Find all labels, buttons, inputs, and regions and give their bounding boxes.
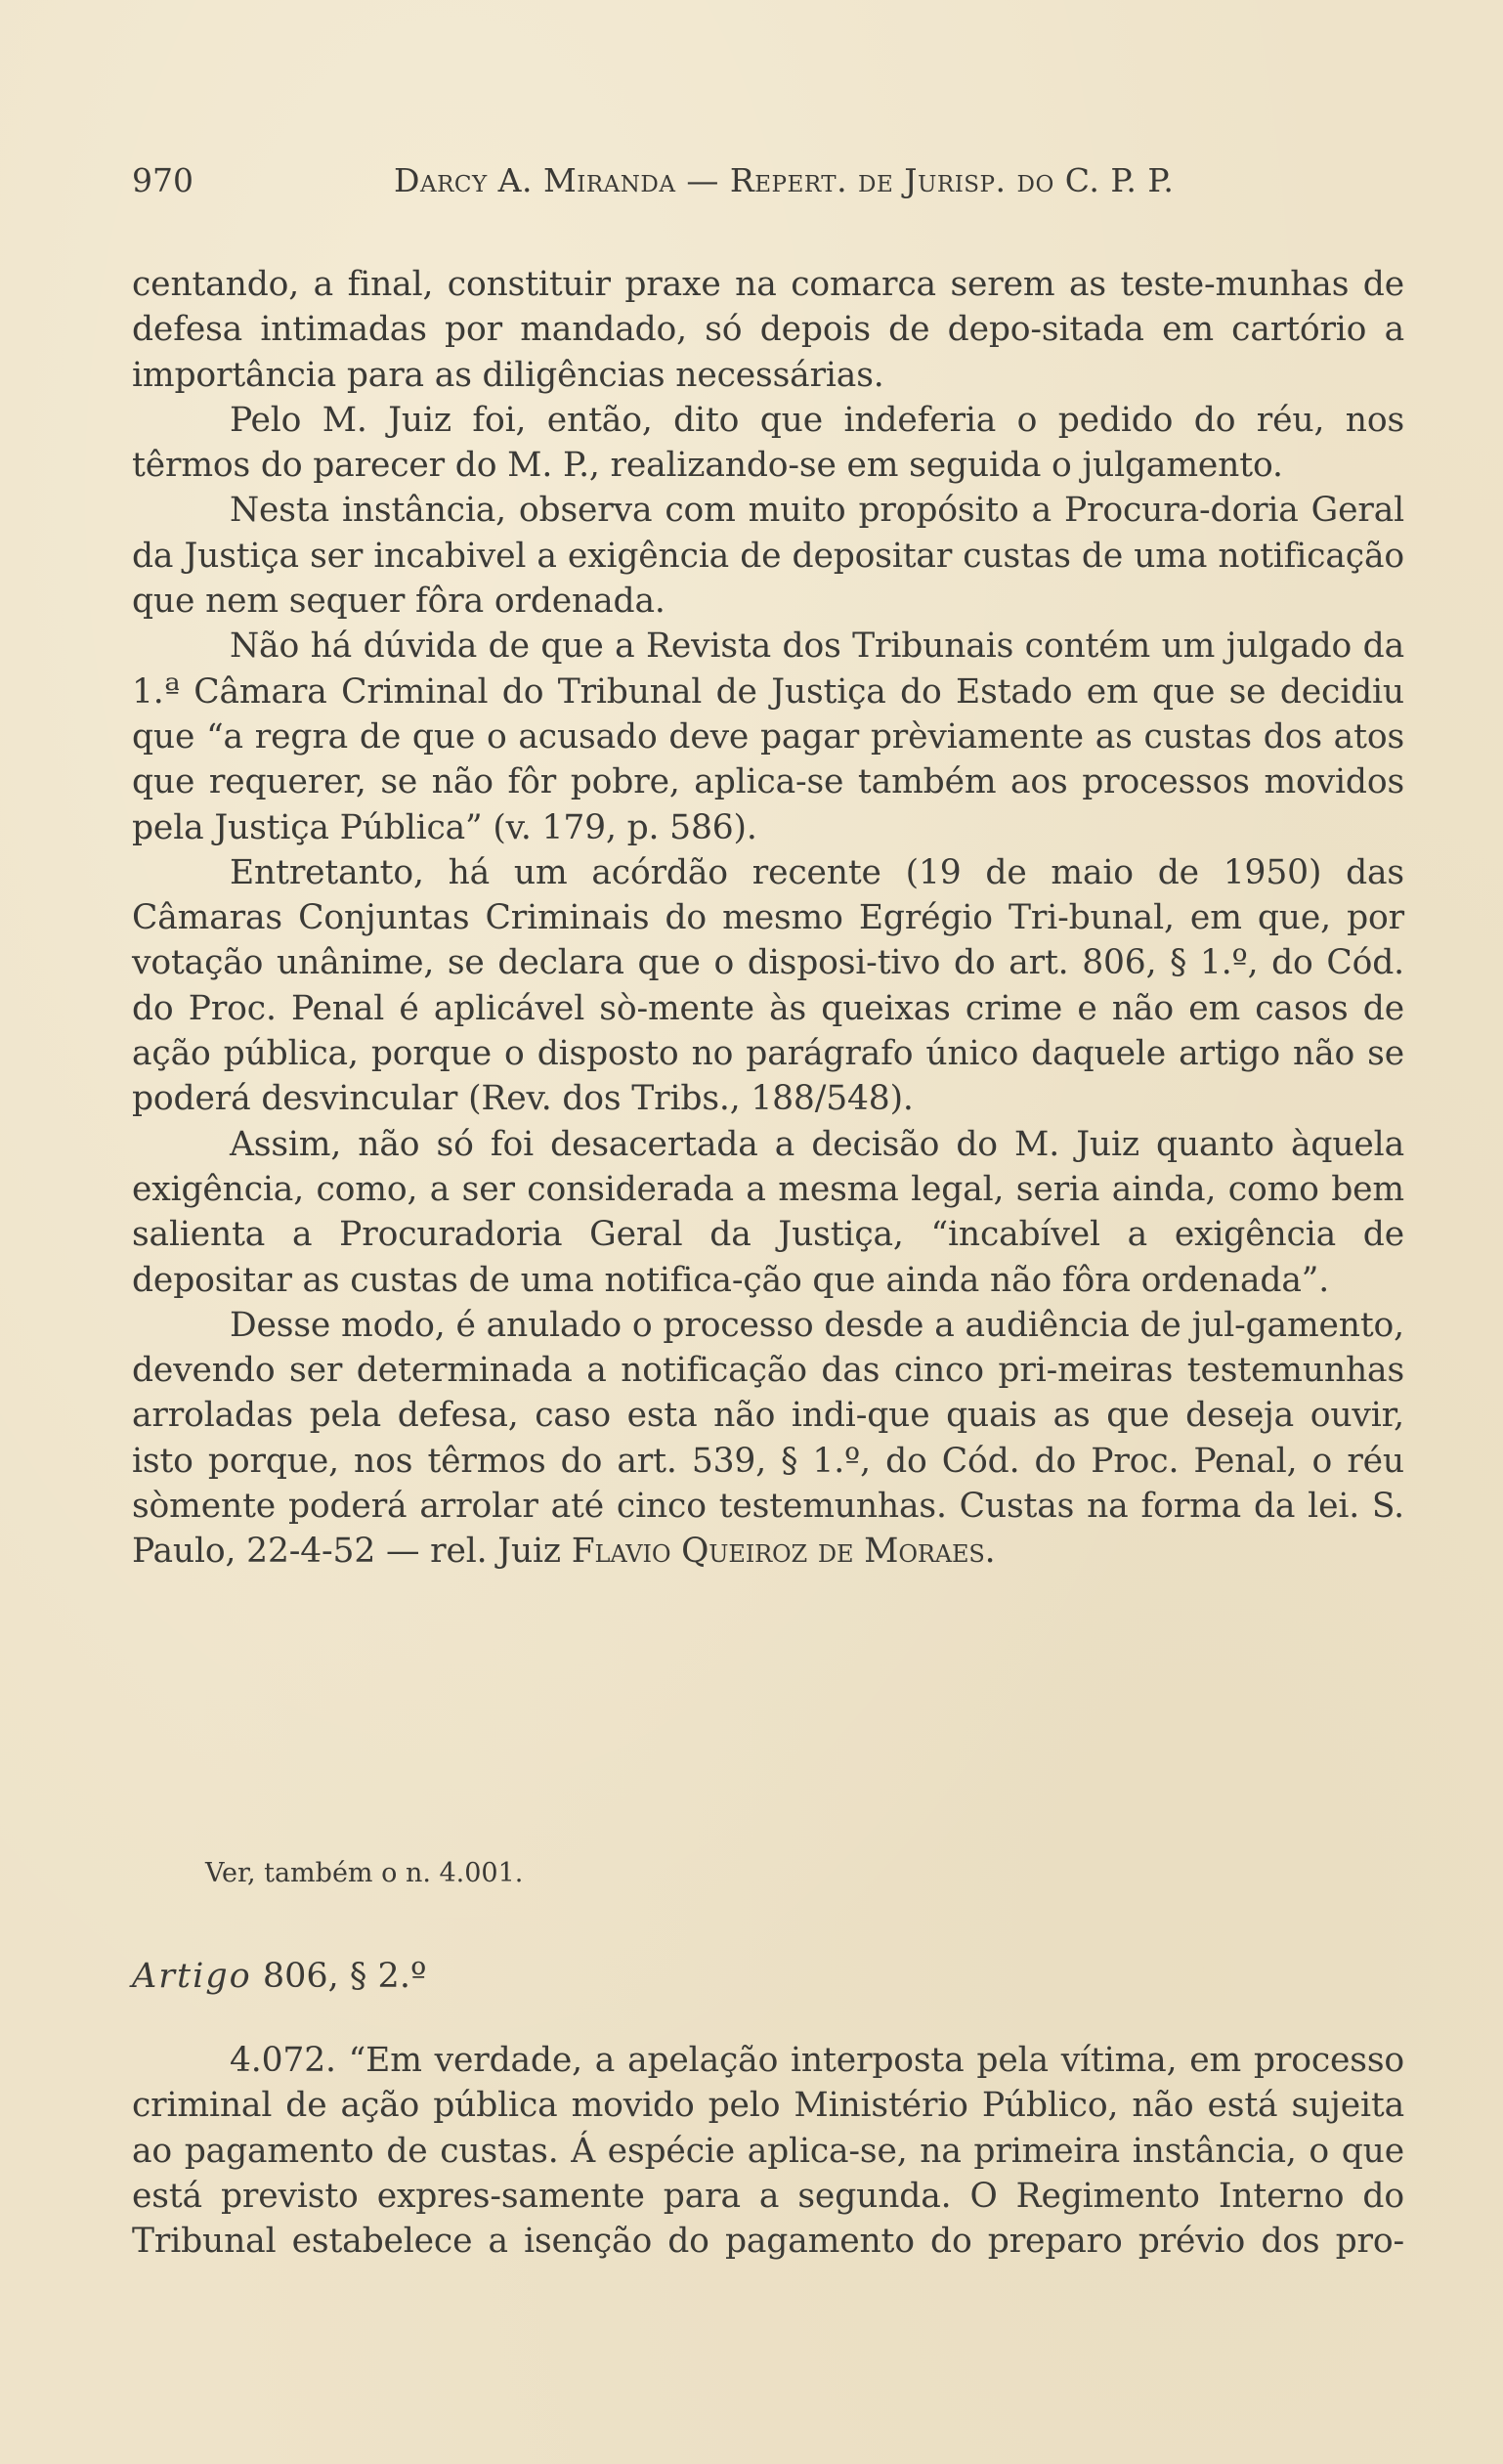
paragraph: Pelo M. Juiz foi, então, dito que indeferia o pedido do réu, nos têrmos do parecer do M. P., realizando-se em seguida o julgamento. [132, 400, 1404, 486]
entry-paragraph: 4.072. “Em verdade, a apelação interposta pela vítima, em processo criminal de ação pública movido pelo Ministério Público, não está sujeita ao pagamento de custas. Á espécie aplica-se, na primeira instância, o que está previsto expres-samente para a segunda. O Regimento Interno do Tribunal estabelece a isenção do pagamento do preparo prévio dos pro- [132, 2041, 1404, 2262]
section-number: 806, § 2.º [251, 1957, 427, 1996]
paragraph: Entretanto, há um acórdão recente (19 de maio de 1950) das Câmaras Conjuntas Criminais do mesmo Egrégio Tri-bunal, em que, por votação unânime, se declara que o disposi-tivo do art. 806, § 1.º, do Cód. do Proc. Penal é aplicável sò-mente às queixas crime e não em casos de ação pública, porque o disposto no parágrafo único daquele artigo não se poderá desvincular (Rev. dos Tribs., 188/548). [132, 852, 1404, 1119]
paragraph: centando, a final, constituir praxe na comarca serem as teste-munhas de defesa intimadas por mandado, só depois de depo-sitada em cartório a importância para as diligências necessárias. [132, 265, 1404, 395]
entry-text [132, 2038, 1404, 2264]
judge-signature: Flavio Queiroz de Moraes [571, 1532, 985, 1572]
see-also-reference: Ver, também o n. 4.001. [205, 1858, 524, 1888]
paragraph: Não há dúvida de que a Revista dos Tribunais contém um julgado da 1.ª Câmara Criminal do Tribunal de Justiça do Estado em que se decidiu que “a regra de que o acusado deve pagar prèviamente as custas dos atos que requerer, se não fôr pobre, aplica-se também aos processos movidos pela Justiça Pública” (v. 179, p. 586). [132, 627, 1404, 847]
running-header [132, 156, 1412, 205]
section-label: Artigo [132, 1957, 252, 1996]
section-heading [132, 1952, 426, 2001]
paragraph: Assim, não só foi desacertada a decisão do M. Juiz quanto àquela exigência, como, a ser considerada a mesma legal, seria ainda, como bem salienta a Procuradoria Geral da Justiça, “incabível a exigência de depositar as custas de uma notifica-ção que ainda não fôra ordenada”. [132, 1124, 1404, 1300]
signature-end: . [984, 1532, 996, 1572]
paragraph-with-signature [132, 1303, 1404, 1575]
body-text [132, 262, 1404, 1575]
running-title: Darcy A. Miranda — Repert. de Jurisp. do C. P. P. [394, 161, 1175, 199]
paragraph-text: Desse modo, é anulado o processo desde a audiência de jul-gamento, devendo ser determinada a notificação das cinco pri-meiras testemunhas arroladas pela defesa, caso esta não indi-que quais as que deseja ouvir, isto porque, nos têrmos do art. 539, § 1.º, do Cód. do Proc. Penal, o réu sòmente poderá arrolar até cinco testemunhas. Custas na forma da lei. S. Paulo, 22-4-52 — rel. Juiz [132, 1305, 1404, 1572]
paragraph: Nesta instância, observa com muito propósito a Procura-doria Geral da Justiça ser incabivel a exigência de depositar custas de uma notificação que nem sequer fôra ordenada. [132, 491, 1404, 622]
page-number: 970 [132, 161, 193, 199]
